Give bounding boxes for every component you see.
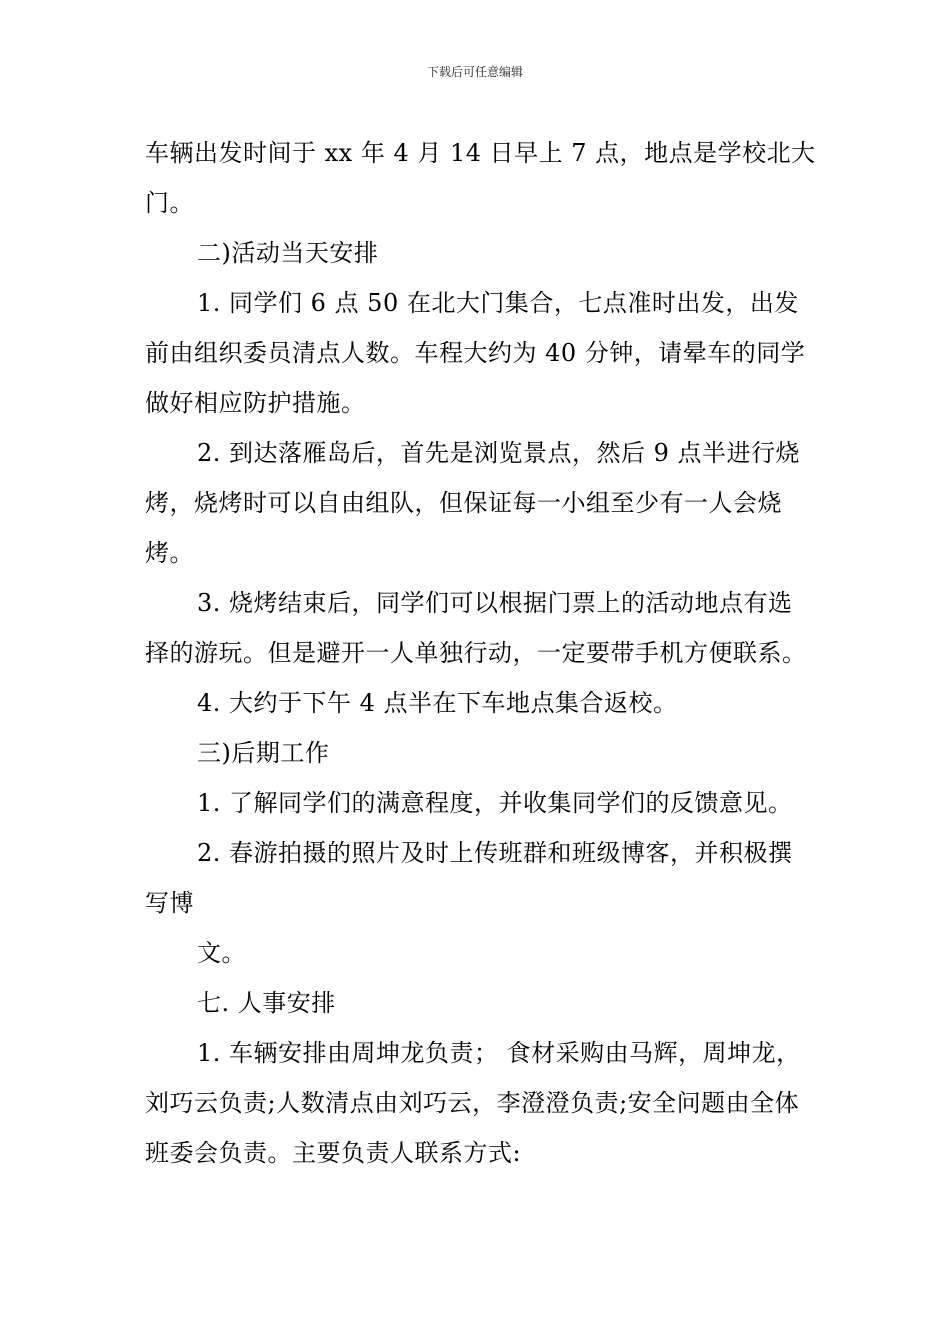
document-body: [145, 128, 817, 1178]
paragraph-departure: 车辆出发时间于 xx 年 4 月 14 日早上 7 点，地点是学校北大门。: [145, 139, 816, 217]
paragraph-item-1: 1. 同学们 6 点 50 在北大门集合，七点准时出发，出发前由组织委员清点人数。车程大约为 40 分钟，请晕车的同学做好相应防护措施。: [145, 289, 806, 417]
section-heading-day-schedule: 二)活动当天安排: [197, 239, 379, 267]
paragraph-item-3: 3. 烧烤结束后，同学们可以根据门票上的活动地点有选择的游玩。但是避开一人单独行动，一定要带手机方便联系。: [145, 589, 807, 667]
paragraph-item-2: 2. 到达落雁岛后，首先是浏览景点，然后 9 点半进行烧烤，烧烤时可以自由组队，但保证每一小组至少有一人会烧烤。: [145, 439, 801, 567]
paragraph-followup-2: 2. 春游拍摄的照片及时上传班群和班级博客，并积极撰写博: [145, 839, 793, 917]
paragraph-item-4: 4. 大约于下午 4 点半在下车地点集合返校。: [197, 689, 678, 717]
paragraph-followup-1: 1. 了解同学们的满意程度，并收集同学们的反馈意见。: [197, 789, 793, 817]
paragraph-followup-2-cont: 文。: [197, 939, 246, 967]
page-header: 下载后可任意编辑: [426, 65, 523, 79]
section-heading-personnel: 七. 人事安排: [197, 989, 336, 1017]
paragraph-personnel-1: 1. 车辆安排由周坤龙负责； 食材采购由马辉，周坤龙，刘巧云负责;人数清点由刘巧云，李澄澄负责;安全问题由全体班委会负责。主要负责人联系方式:: [145, 1039, 801, 1167]
section-heading-followup: 三)后期工作: [197, 739, 330, 767]
